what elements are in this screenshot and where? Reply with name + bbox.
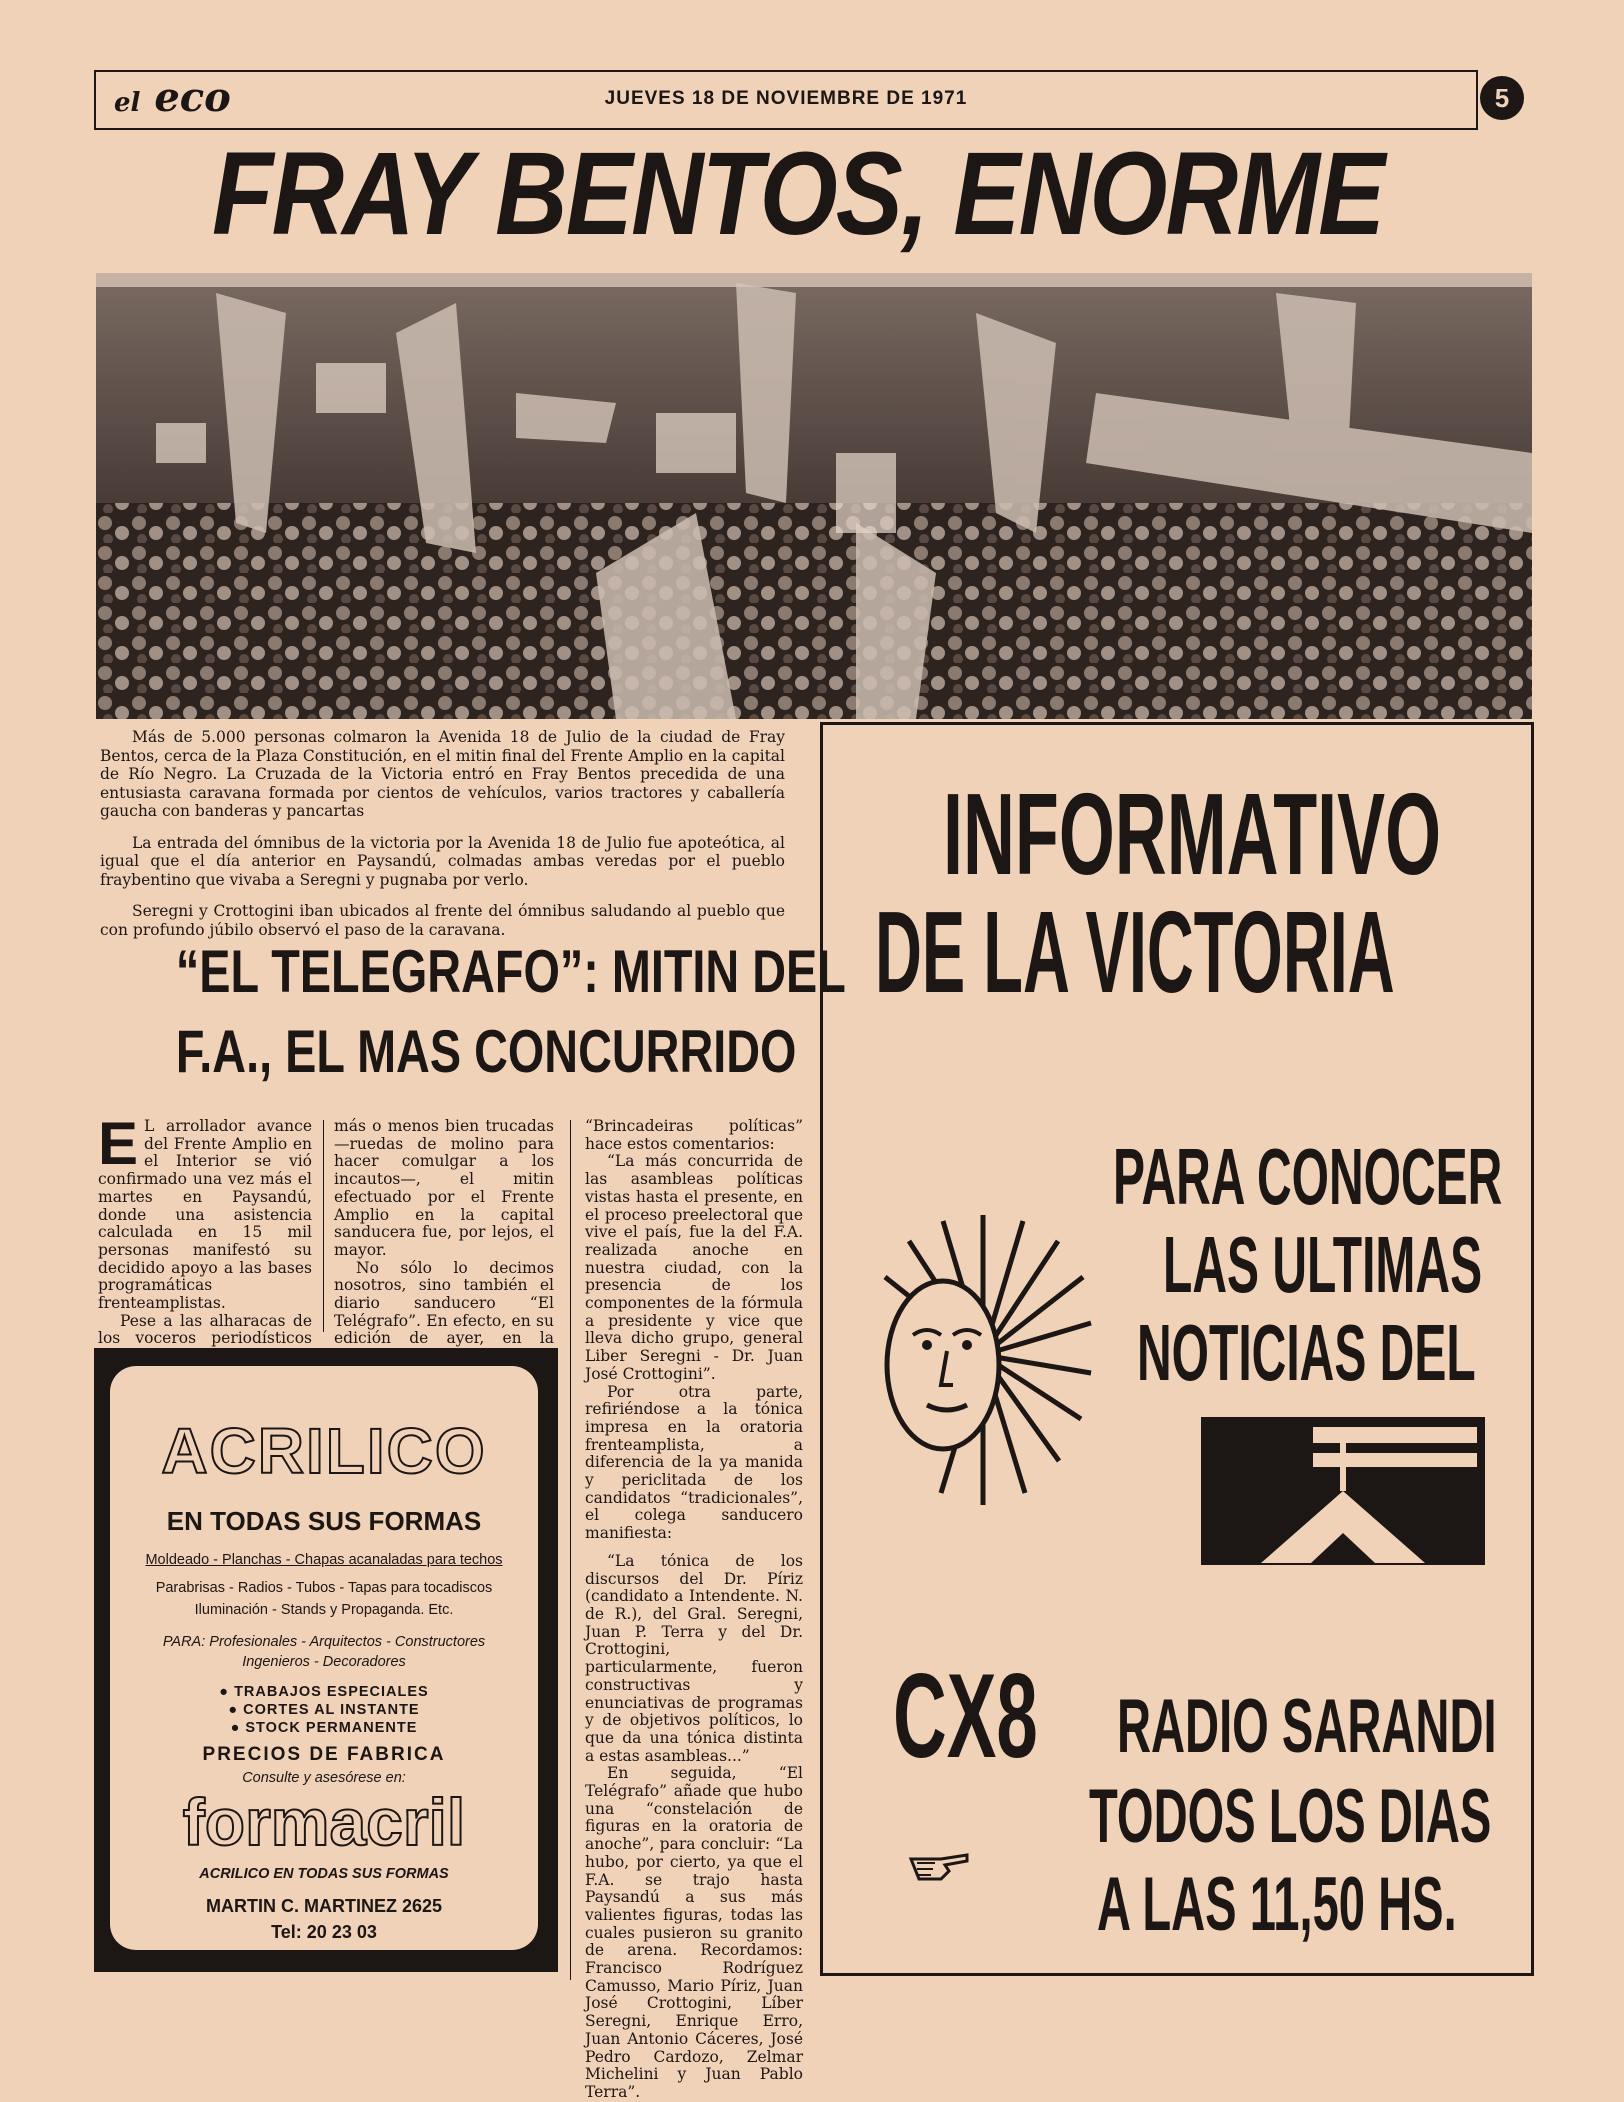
column-divider	[570, 1120, 571, 1980]
ad-body-line-1: PARA CONOCER	[1113, 1132, 1503, 1221]
sun-emblem-icon	[873, 1205, 1093, 1515]
article-paragraph: Pese a las alharacas de los voceros periodísticos	[98, 1311, 312, 1348]
article-paragraph: “La tónica de los discursos del Dr. Píriz (candidato a Intendente. N. de R.), del Gral. Seregni, Juan P. Terra y del Dr. Crottogini, particularmente, fueron constructivas y enunciativas de programas y de objetivos políticos, lo que da una tónica distinta a estas asambleas...”	[585, 1551, 803, 1765]
ad-tagline: EN TODAS SUS FORMAS	[166, 1506, 482, 1536]
caption-paragraph: La entrada del ómnibus de la victoria por la Avenida 18 de Julio fue apoteótica, al igual que el día anterior en Paysandú, colmadas ambas veredas por el pueblo fraybentino que vivaba a Seregni y pugnaba por verlo.	[100, 833, 785, 889]
frente-amplio-emblem-icon	[1201, 1417, 1485, 1565]
ad-services-line: Parabrisas - Radios - Tubos - Tapas para tocadiscos	[155, 1580, 493, 1596]
ad-station: CX8	[893, 1649, 1038, 1783]
article-column-3	[585, 1118, 803, 2102]
ad-time: A LAS 11,50 HS.	[1097, 1862, 1457, 1947]
ad-consult: Consulte y asesórese en:	[242, 1770, 406, 1786]
page-number: 5	[1480, 76, 1524, 120]
ad-services-line: Iluminación - Stands y Propaganda. Etc.	[194, 1602, 454, 1618]
ad-radio: RADIO SARANDI	[1117, 1684, 1497, 1769]
ad-brand: ACRILICO	[161, 1415, 487, 1487]
ad-phone: Tel: 20 23 03	[271, 1922, 377, 1942]
issue-date: JUEVES 18 DE NOVIEMBRE DE 1971	[604, 88, 968, 109]
acrilico-advertisement	[94, 1348, 558, 1972]
article-paragraph: En seguida, “El Telégrafo” añade que hubo una “constelación de figuras en la oratoria de anoche”, para concluir: “La hubo, por cierto, ya que el F.A. se trajo hasta Paysandú a sus más valientes figuras, todas las cuales pusieron su granito de arena. Recordamos: Francisco Rodríguez Camusso, Mario Píriz, Juan José Crottogini, Líber Seregni, Enrique Erro, Juan Antonio Cáceres, José Pedro Cardozo, Zelmar Michelini y Juan Pablo Terra”.	[585, 1764, 803, 2101]
ad-audience-line: PARA: Profesionales - Arquitectos - Constructores	[162, 1634, 486, 1650]
ad-address: MARTIN C. MARTINEZ 2625	[205, 1896, 443, 1916]
article-paragraph: “Brincadeiras políticas” hace estos comentarios:	[585, 1117, 803, 1153]
crowd-photo-illustration	[96, 273, 1532, 719]
newspaper-logo: el eco	[114, 74, 231, 121]
crowd-photo	[96, 273, 1532, 719]
formacril-logo: formacril	[182, 1785, 466, 1859]
article-paragraph: No sólo lo decimos nosotros, sino también el diario sanducero “El Telégrafo”. En efecto, en su edición de ayer, en la	[334, 1258, 554, 1348]
article-column-2	[334, 1118, 554, 1366]
masthead	[94, 70, 1478, 130]
ad-bullet: ● TRABAJOS ESPECIALES	[219, 1684, 429, 1700]
ad-body-line-2: LAS ULTIMAS	[1163, 1220, 1483, 1309]
drop-cap: E	[98, 1110, 139, 1177]
ad-bullet: ● CORTES AL INSTANTE	[228, 1702, 420, 1718]
ad-body-line-3: NOTICIAS DEL	[1137, 1308, 1476, 1397]
article-column-1	[98, 1110, 312, 1384]
subheadline-line-2: F.A., EL MAS CONCURRIDO	[175, 1018, 797, 1085]
article-paragraph: L arrollador avance del Frente Amplio en el Interior se vió confirmado una vez más el martes en Paysandú, donde una asistencia calculada en 15 mil personas manifestó su decidido apoyo a las bases programáticas frenteamplistas.	[98, 1117, 312, 1313]
photo-caption	[100, 728, 785, 952]
article-paragraph: “La más concurrida de las asambleas políticas vistas hasta el presente, en el proceso preelectoral que vive el país, fue la del F.A. realizada anoche en nuestra ciudad, con la presencia de los componentes de la fórmula a presidente y vice que lleva dicho grupo, general Liber Seregni - Dr. Juan José Crottogini”.	[585, 1152, 803, 1383]
ad-prices: PRECIOS DE FABRICA	[202, 1744, 446, 1765]
column-divider	[323, 1120, 324, 1332]
ad-title-line-2: DE LA VICTORIA	[875, 887, 1395, 1017]
ad-title-line-1: INFORMATIVO	[943, 769, 1442, 899]
ad-company-tag: ACRILICO EN TODAS SUS FORMAS	[199, 1866, 449, 1882]
informativo-advertisement	[820, 722, 1534, 1976]
pointing-hand-icon	[907, 1847, 971, 1887]
caption-paragraph: Seregni y Crottogini iban ubicados al frente del ómnibus saludando al pueblo que con profundo júbilo observó el paso de la caravana.	[100, 902, 785, 939]
subheadline-line-1: “EL TELEGRAFO”: MITIN DEL	[175, 938, 846, 1005]
ad-bullet: ● STOCK PERMANENTE	[230, 1720, 418, 1736]
subheadline	[100, 932, 846, 1092]
ad-days: TODOS LOS DIAS	[1089, 1774, 1492, 1859]
article-paragraph: más o menos bien trucadas —ruedas de molino para hacer comulgar a los incautos—, el mitin efectuado por el Frente Amplio en la capital sanducera fue, por lejos, el mayor.	[334, 1117, 554, 1259]
ad-audience-line: Ingenieros - Decoradores	[242, 1654, 406, 1670]
ad-services-line: Moldeado - Planchas - Chapas acanaladas para techos	[145, 1552, 503, 1568]
main-headline: FRAY BENTOS, ENORME	[212, 128, 1384, 260]
caption-paragraph: Más de 5.000 personas colmaron la Avenida 18 de Julio de la ciudad de Fray Bentos, cerca de la Plaza Constitución, en el mitin final del Frente Amplio en la capital de Río Negro. La Cruzada de la Victoria entró en Fray Bentos precedida de una entusiasta caravana formada por cientos de vehículos, varios tractores y caballería gaucha con banderas y pancartas	[100, 728, 785, 820]
acrilico-ad-panel	[110, 1366, 538, 1950]
article-paragraph: Por otra parte, refiriéndose a la tónica impresa en la oratoria frenteamplista, a diferencia de la ya manida y periclitada de los candidatos “tradicionales”, el colega sanducero manifiesta:	[585, 1382, 803, 1543]
